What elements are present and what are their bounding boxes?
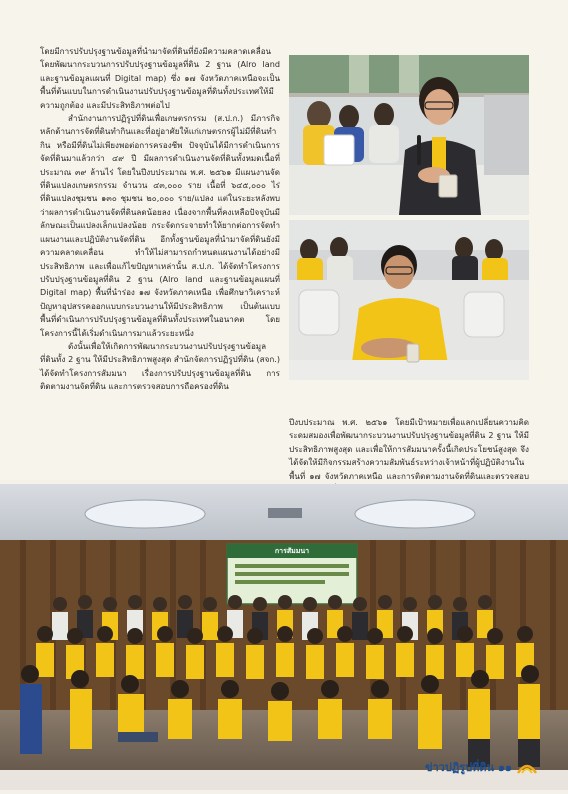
sun-logo-icon	[516, 759, 538, 775]
page-number: ๑๑	[498, 761, 512, 774]
article-column-left	[40, 45, 280, 500]
group-photo	[0, 484, 568, 790]
group-photo-image	[0, 484, 568, 790]
photo-participant-image	[289, 220, 529, 380]
photo-speaker	[289, 55, 529, 215]
article-paragraph-1: โดยมีการปรับปรุงฐานข้อมูลที่นำมาจัดที่ดินที่ยังมีความคลาดเคลื่อน โดยพัฒนากระบวนการปรับปรุงฐานข้อมูลที่ดิน 2 ฐาน (Alro land และฐานข้อมูลแผนที่ Digital map) ซึ่ง ๑๗ จังหวัดภาคเหนือจะเป็นพื้นที่ต้นแบบในการดำเนินงานปรับปรุงฐานข้อมูลที่ดินทั้งประเทศให้มีความถูกต้อง และมีประสิทธิภาพต่อไป	[40, 46, 280, 110]
photo-speaker-image	[289, 55, 529, 215]
photo-participant	[289, 220, 529, 380]
magazine-name: ข่าวปฏิรูปที่ดิน	[424, 761, 495, 774]
article-paragraph-3: ดังนั้นเพื่อให้เกิดการพัฒนากระบวนงานปรับปรุงฐานข้อมูลที่ดินทั้ง 2 ฐาน ให้มีประสิทธิภาพสูงสุด สำนักจัดการปฏิรูปที่ดิน (สจก.) ได้จัดทำโครงการสัมมนา เรื่องการปรับปรุงฐานข้อมูลที่ดิน การติดตามงานจัดที่ดิน และการตรวจสอบการถือครองที่ดิน	[40, 340, 280, 392]
article-paragraph-2: สำนักงานการปฏิรูปที่ดินเพื่อเกษตรกรรม (ส.ป.ก.) มีภารกิจหลักด้านการจัดที่ดินทำกินและที่อยู่อาศัยให้แก่เกษตรกรผู้ไม่มีที่ดินทำกิน หรือมีที่ดินไม่เพียงพอต่อการครองชีพ ปัจจุบันได้มีการดำเนินการจัดที่ดินมาแล้วกว่า ๔๙ ปี มีผลการดำเนินงานจัดที่ดินทั้งหมดเนื้อที่ประมาณ ๓๙ ล้านไร่ โดยในปีงบประมาณ พ.ศ. ๒๕๖๑ มีแผนงานจัดที่ดินแปลงเกษตรกรรม จำนวน ๔๓,๐๐๐ ราย เนื้อที่ ๖๔๕,๐๐๐ ไร่ ที่ดินแปลงชุมชน ๑๓๐ ชุมชน ๒๐,๐๐๐ ราย/แปลง แต่ในระยะหลังพบว่าผลการดำเนินงานจัดที่ดินลดน้อยลง เนื่องจากพื้นที่คงเหลือปัจจุบันมีลักษณะเป็นแปลงเล็กแปลงน้อย กระจัดกระจายทำให้ยากต่อการจัดทำแผนงานและปฏิบัติงานจัดที่ดิน อีกทั้งฐานข้อมูลที่นำมาจัดที่ดินยังมีความคลาดเคลื่อน ทำให้ไม่สามารถกำหนดแผนงานได้อย่างมีประสิทธิภาพ และเพื่อแก้ไขปัญหาเหล่านั้น ส.ป.ก. ได้จัดทำโครงการปรับปรุงฐานข้อมูลที่ดิน 2 ฐาน (Alro land และฐานข้อมูลแผนที่ Digital map) พื้นที่นำร่อง ๑๗ จังหวัดภาคเหนือ เพื่อศึกษาวิเคราะห์ปัญหาอุปสรรคออกแบบกระบวนงานให้มีประสิทธิภาพ เป็นต้นแบบพื้นที่ดำเนินการปรับปรุงฐานข้อมูลที่ดินทั้งประเทศในอนาคต โดยโครงการนี้ได้เริ่มดำเนินการมาแล้วระยะหนึ่ง	[40, 113, 280, 338]
banner-title: การสัมมนา	[274, 547, 310, 555]
article-column-right	[289, 416, 529, 486]
article-paragraph-right: ปีงบประมาณ พ.ศ. ๒๕๖๑ โดยมีเป้าหมายเพื่อแลกเปลี่ยนความคิดระดมสมองเพื่อพัฒนากระบวนงานปรับปรุงฐานข้อมูลที่ดิน 2 ฐาน ให้มีประสิทธิภาพสูงสุด และเพื่อให้การสัมมนาครั้งนี้เกิดประโยชน์สูงสุด จึงได้จัดให้มีกิจกรรมสร้างความสัมพันธ์ระหว่างเจ้าหน้าที่ผู้ปฏิบัติงานในพื้นที่ ๑๗ จังหวัดภาคเหนือ และการติดตามงานจัดที่ดินและตรวจสอบ	[289, 417, 529, 481]
page-footer	[425, 758, 538, 776]
